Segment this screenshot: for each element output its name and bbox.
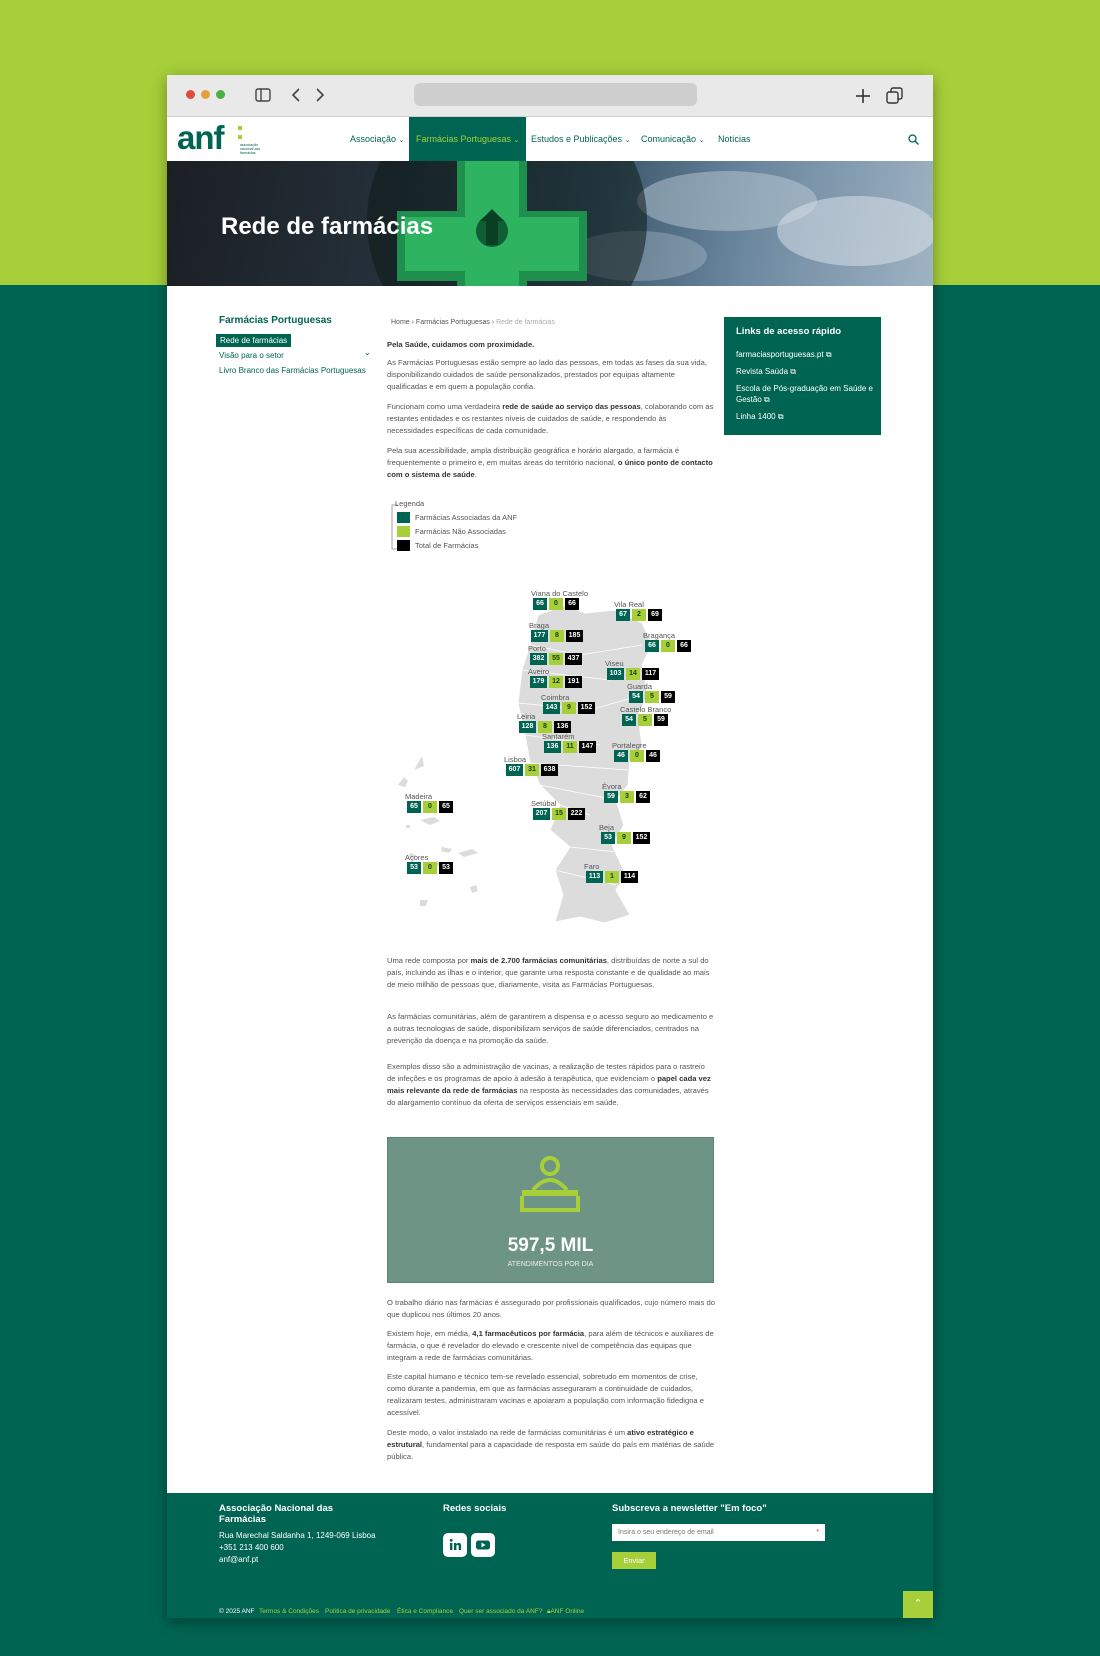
chevron-down-icon: ⌄ [698, 137, 705, 144]
district-associated-count: 607 [506, 764, 523, 776]
footer-link-privacy[interactable]: Política de privacidade [325, 1608, 391, 1615]
chevron-down-icon: ⌄ [398, 137, 405, 144]
tabs-overview-icon[interactable] [886, 87, 903, 104]
logo-subtitle: associação nacional das farmácias [240, 143, 261, 155]
bold-text: 4,1 farmacêuticos por farmácia [472, 1329, 585, 1338]
external-link-icon: ⧉ [764, 395, 770, 404]
district-associated-count: 67 [616, 609, 630, 621]
district-total-count: 437 [565, 653, 582, 665]
district-total-count: 66 [565, 598, 579, 610]
legend-swatch-non-associated [397, 526, 410, 537]
search-icon[interactable] [908, 134, 919, 145]
footer-link-anf-online[interactable] [547, 1608, 584, 1616]
district-associated-count: 128 [519, 721, 536, 733]
text: Funcionam como uma verdadeira [387, 402, 503, 411]
district-total-count: 65 [439, 801, 453, 813]
district-label: Aveiro [528, 667, 550, 676]
nav-comunicacao[interactable] [641, 117, 704, 161]
footer-link-terms[interactable]: Termos & Condições [259, 1608, 319, 1615]
nav-label: Notícias [718, 134, 751, 144]
browser-toolbar [167, 75, 933, 117]
district-total-count: 638 [541, 764, 558, 776]
link-label: farmaciasportuguesas.pt [736, 350, 824, 359]
bold-text: rede de saúde ao serviço das pessoas [502, 402, 641, 411]
district-associated-count: 113 [586, 871, 603, 883]
district-associated-count: 54 [629, 691, 643, 703]
legend-label: Total de Farmácias [415, 541, 479, 550]
district-non-associated-count: 9 [562, 702, 576, 714]
district-label: Guarda [627, 682, 653, 691]
district-associated-count: 53 [601, 832, 615, 844]
footer-phone[interactable]: +351 213 400 600 [219, 1543, 284, 1552]
chevron-right-icon: › [491, 319, 497, 326]
map-legend [391, 500, 521, 550]
intro-lead: Pela Saúde, cuidamos com proximidade. [387, 340, 535, 349]
new-tab-icon[interactable] [855, 88, 871, 104]
newsletter-send-button[interactable]: Enviar [612, 1552, 656, 1569]
intro-paragraph [387, 445, 715, 481]
link-label: ANF Online [550, 1608, 585, 1615]
breadcrumb-home[interactable]: Home [391, 319, 410, 326]
external-link-icon: ⧉ [790, 367, 796, 376]
district-total-count: 222 [568, 808, 585, 820]
district-non-associated-count: 5 [645, 691, 659, 703]
district-label: Braga [529, 621, 550, 630]
legend-title: Legenda [395, 499, 425, 508]
district-total-count: 69 [648, 609, 662, 621]
chevron-up-icon: ⌃ [913, 1598, 923, 1610]
social-title: Redes sociais [443, 1503, 507, 1514]
district-total-count: 59 [654, 714, 668, 726]
site-footer [167, 1493, 933, 1618]
district-associated-count: 66 [645, 640, 659, 652]
sidebar-title: Farmácias Portuguesas [219, 315, 332, 326]
back-icon[interactable] [291, 88, 301, 102]
breadcrumb [391, 319, 555, 326]
text: , para além de técnicos e auxiliares de farmácia, o que é revelador do elevado e crescente nível de competência das equipas que integram a rede de farmácias comunitárias. [387, 1329, 714, 1362]
district-total-count: 46 [646, 750, 660, 762]
legend-swatch-total [397, 540, 410, 551]
district-associated-count: 179 [530, 676, 547, 688]
district-label: Açores [405, 853, 429, 862]
text: , fundamental para a capacidade de resposta em saúde do país em matérias de saúde pública. [387, 1440, 715, 1461]
required-mark: * [816, 1529, 819, 1536]
nav-associacao[interactable] [350, 117, 404, 161]
district-label: Portalegre [612, 741, 647, 750]
text: , colaborando com as restantes entidades e os restantes níveis de cuidados de saúde, e respondendo às necessidades específicas de cada comunidade. [387, 402, 714, 435]
chevron-right-icon: › [411, 319, 416, 326]
district-non-associated-count: 0 [423, 862, 437, 874]
district-non-associated-count: 5 [638, 714, 652, 726]
legend-label: Farmácias Não Associadas [415, 527, 506, 536]
district-label: Vila Real [614, 600, 644, 609]
link-label: Escola de Pós-graduação em Saúde e Gestão [736, 384, 873, 404]
legend-swatch-associated [397, 512, 410, 523]
district-total-count: 191 [565, 676, 582, 688]
back-to-top-button[interactable] [903, 1591, 933, 1618]
district-label: Porto [528, 644, 546, 653]
quick-link-farmaciasportuguesas[interactable] [736, 349, 876, 360]
district-non-associated-count: 0 [630, 750, 644, 762]
district-label: Santarém [542, 732, 575, 741]
district-associated-count: 103 [607, 668, 624, 680]
portugal-pharmacy-map [380, 585, 720, 935]
district-non-associated-count: 2 [632, 609, 646, 621]
nav-label: Associação [350, 134, 397, 144]
counter-bell-icon [519, 1155, 581, 1213]
district-non-associated-count: 31 [525, 764, 539, 776]
district-non-associated-count: 1 [605, 871, 619, 883]
copyright: © 2025 ANF [219, 1608, 255, 1615]
district-label: Castelo Branco [620, 705, 672, 714]
quick-links-panel [724, 317, 881, 435]
quick-link-revista-sauda[interactable] [736, 366, 876, 377]
maximize-window-icon[interactable] [216, 90, 225, 99]
link-label: Linha 1400 [736, 412, 776, 421]
nav-label: Comunicação [641, 134, 697, 144]
sidebar-item-livro-branco[interactable]: Livro Branco das Farmácias Portuguesas [219, 366, 366, 375]
district-label: Viana do Castelo [531, 589, 588, 598]
body-paragraph [387, 955, 715, 991]
bold-text: mais de 2.700 farmácias comunitárias [470, 956, 607, 965]
district-non-associated-count: 0 [549, 598, 563, 610]
sidebar-item-label: Visão para o setor [219, 351, 284, 360]
district-label: Viseu [605, 659, 624, 668]
legend-label: Farmácias Associadas da ANF [415, 513, 518, 522]
district-non-associated-count: 14 [626, 668, 640, 680]
sidebar-toggle-icon[interactable] [255, 88, 271, 102]
body-paragraph [387, 1061, 715, 1109]
address-bar[interactable] [414, 83, 697, 106]
district-label: Bragança [643, 631, 676, 640]
footer-email[interactable]: anf@anf.pt [219, 1555, 259, 1564]
district-total-count: 59 [661, 691, 675, 703]
district-total-count: 136 [554, 721, 571, 733]
district-label: Madeira [405, 792, 433, 801]
district-associated-count: 143 [543, 702, 560, 714]
quick-link-escola-pos-graduacao[interactable] [736, 383, 876, 405]
district-associated-count: 66 [533, 598, 547, 610]
district-label: Leiria [517, 712, 536, 721]
district-label: Setúbal [531, 799, 557, 808]
intro-paragraph [387, 401, 715, 437]
text: Pela sua acessibilidade, ampla distribuição geográfica e horário alargado, a farmácia é frequentemente o primeiro e, em muitas áreas do território nacional, [387, 446, 680, 467]
nav-farmacias-portuguesas[interactable] [409, 117, 526, 161]
logo-dots [238, 126, 242, 130]
input-placeholder: Insira o seu endereço de email [618, 1529, 714, 1536]
youtube-icon[interactable] [471, 1533, 495, 1557]
body-paragraph: As farmácias comunitárias, além de garantirem a dispensa e o acesso seguro ao medicamento e a outras tecnologias de saúde, disponibilizam serviços de saúde diferenciados, centrados na prevenção da doença e na promoção da saúde. [387, 1012, 714, 1045]
district-total-count: 147 [579, 741, 596, 753]
district-label: Beja [599, 823, 615, 832]
district-total-count: 66 [677, 640, 691, 652]
breadcrumb-section[interactable]: Farmácias Portuguesas [415, 319, 490, 326]
text: , distribuídas de norte a sul do país, incluindo as ilhas e o interior, que garante uma resposta constante e de qualidade ao mais de meio milhão de pessoas que, diariamente, visita as Farmácias Portuguesas. [387, 956, 710, 989]
district-non-associated-count: 9 [617, 832, 631, 844]
intro-paragraph: As Farmácias Portuguesas estão sempre ao lado das pessoas, em todas as fases da sua vida, disponibilizando cuidados de saúde personalizados, prestados por equipas altamente qualificadas e em quem a população confia. [387, 358, 707, 391]
district-total-count: 152 [633, 832, 650, 844]
district-non-associated-count: 8 [550, 630, 564, 642]
page-title: Rede de farmácias [221, 213, 434, 240]
bold-text: ativo estratégico e estrutural [387, 1428, 694, 1449]
site-header [167, 117, 933, 161]
nav-label: Farmácias Portuguesas [416, 134, 512, 144]
quick-links-title: Links de acesso rápido [736, 326, 842, 337]
newsletter-title: Subscreva a newsletter "Em foco" [612, 1503, 767, 1514]
footer-link-ethics[interactable]: Ética e Compliance [397, 1608, 453, 1615]
nav-estudos-publicacoes[interactable] [531, 117, 630, 161]
logo-dots [238, 135, 242, 139]
district-associated-count: 177 [531, 630, 548, 642]
district-non-associated-count: 55 [549, 653, 563, 665]
browser-window [167, 75, 933, 1618]
district-total-count: 117 [642, 668, 659, 680]
district-associated-count: 65 [407, 801, 421, 813]
minimize-window-icon[interactable] [201, 90, 210, 99]
breadcrumb-current: Rede de farmácias [496, 319, 555, 326]
external-link-icon: ⧉ [825, 350, 832, 359]
stat-card [387, 1137, 714, 1283]
district-total-count: 114 [621, 871, 638, 883]
footer-address: Rua Marechal Saldanha 1, 1249-069 Lisboa [219, 1531, 376, 1540]
district-total-count: 53 [439, 862, 453, 874]
district-label: Faro [584, 862, 600, 871]
chevron-down-icon[interactable]: ⌄ [364, 348, 371, 357]
district-non-associated-count: 8 [538, 721, 552, 733]
district-label: Lisboa [504, 755, 527, 764]
district-non-associated-count: 3 [620, 791, 634, 803]
district-associated-count: 207 [533, 808, 550, 820]
nav-label: Estudos e Publicações [531, 134, 623, 144]
district-associated-count: 382 [530, 653, 547, 665]
bold-text: o único ponto de contacto com o sistema de saúde [387, 458, 713, 479]
district-non-associated-count: 11 [563, 741, 577, 753]
anf-logo[interactable] [177, 119, 277, 157]
district-associated-count: 136 [544, 741, 561, 753]
text: Existem hoje, em média, [387, 1329, 473, 1338]
logo-text: anf [177, 119, 224, 156]
district-label: Coimbra [541, 693, 570, 702]
sidebar-item-visao-para-o-setor[interactable] [219, 351, 284, 360]
hero-banner [167, 161, 933, 286]
chevron-down-icon: ⌄ [624, 137, 631, 144]
body-paragraph: Este capital humano e técnico tem-se revelado essencial, sobretudo em momentos de crise, como durante a pandemia, em que as farmácias asseguraram a continuidade de cuidados, realizaram testes, administraram vacinas e apoiaram a população com informação fidedigna e acessível. [387, 1372, 704, 1417]
footer-link-become-member[interactable]: Quer ser associado da ANF? [459, 1608, 543, 1615]
body-paragraph [387, 1328, 715, 1364]
district-non-associated-count: 0 [423, 801, 437, 813]
newsletter-email-input[interactable] [612, 1524, 825, 1541]
text: . [474, 470, 477, 479]
text: Deste modo, o valor instalado na rede de farmácias comunitárias é um [387, 1428, 628, 1437]
district-associated-count: 59 [604, 791, 618, 803]
external-link-icon: ⧉ [777, 412, 784, 421]
district-non-associated-count: 12 [549, 676, 563, 688]
district-associated-count: 54 [622, 714, 636, 726]
text: Exemplos disso são a administração de vacinas, a realização de testes rápidos para o rastreio de infeções e os programas de apoio à adesão à terapêutica, que evidenciam o [387, 1062, 705, 1083]
chevron-down-icon: ⌄ [513, 137, 520, 144]
sidebar-item-rede-de-farmacias[interactable]: Rede de farmácias [216, 334, 291, 347]
lock-icon: 🔒︎ [547, 1608, 551, 1615]
district-total-count: 152 [578, 702, 595, 714]
district-associated-count: 53 [407, 862, 421, 874]
district-label: Évora [602, 782, 622, 791]
district-total-count: 62 [636, 791, 650, 803]
district-non-associated-count: 0 [661, 640, 675, 652]
stat-value: 597,5 MIL [507, 1235, 594, 1256]
linkedin-icon[interactable] [443, 1533, 467, 1557]
link-label: Revista Saúda [736, 367, 789, 376]
body-paragraph: O trabalho diário nas farmácias é assegurado por profissionais qualificados, cujo número mais do que duplicou nos últimos 20 anos. [387, 1298, 715, 1319]
text: na resposta às necessidades das comunidades, através do alargamento contínuo da oferta de serviços essenciais em saúde. [387, 1086, 709, 1107]
close-window-icon[interactable] [186, 90, 195, 99]
quick-link-linha-1400[interactable] [736, 411, 876, 422]
district-non-associated-count: 15 [552, 808, 566, 820]
bold-text: papel cada vez mais relevante da rede de farmácias [387, 1074, 711, 1095]
body-paragraph [387, 1427, 715, 1463]
district-associated-count: 46 [614, 750, 628, 762]
nav-noticias[interactable] [718, 117, 751, 161]
footer-org-name: Associação Nacional das Farmácias [219, 1503, 334, 1525]
stat-label: ATENDIMENTOS POR DIA [507, 1261, 594, 1268]
forward-icon[interactable] [315, 88, 325, 102]
text: Uma rede composta por [387, 956, 471, 965]
district-total-count: 185 [566, 630, 583, 642]
